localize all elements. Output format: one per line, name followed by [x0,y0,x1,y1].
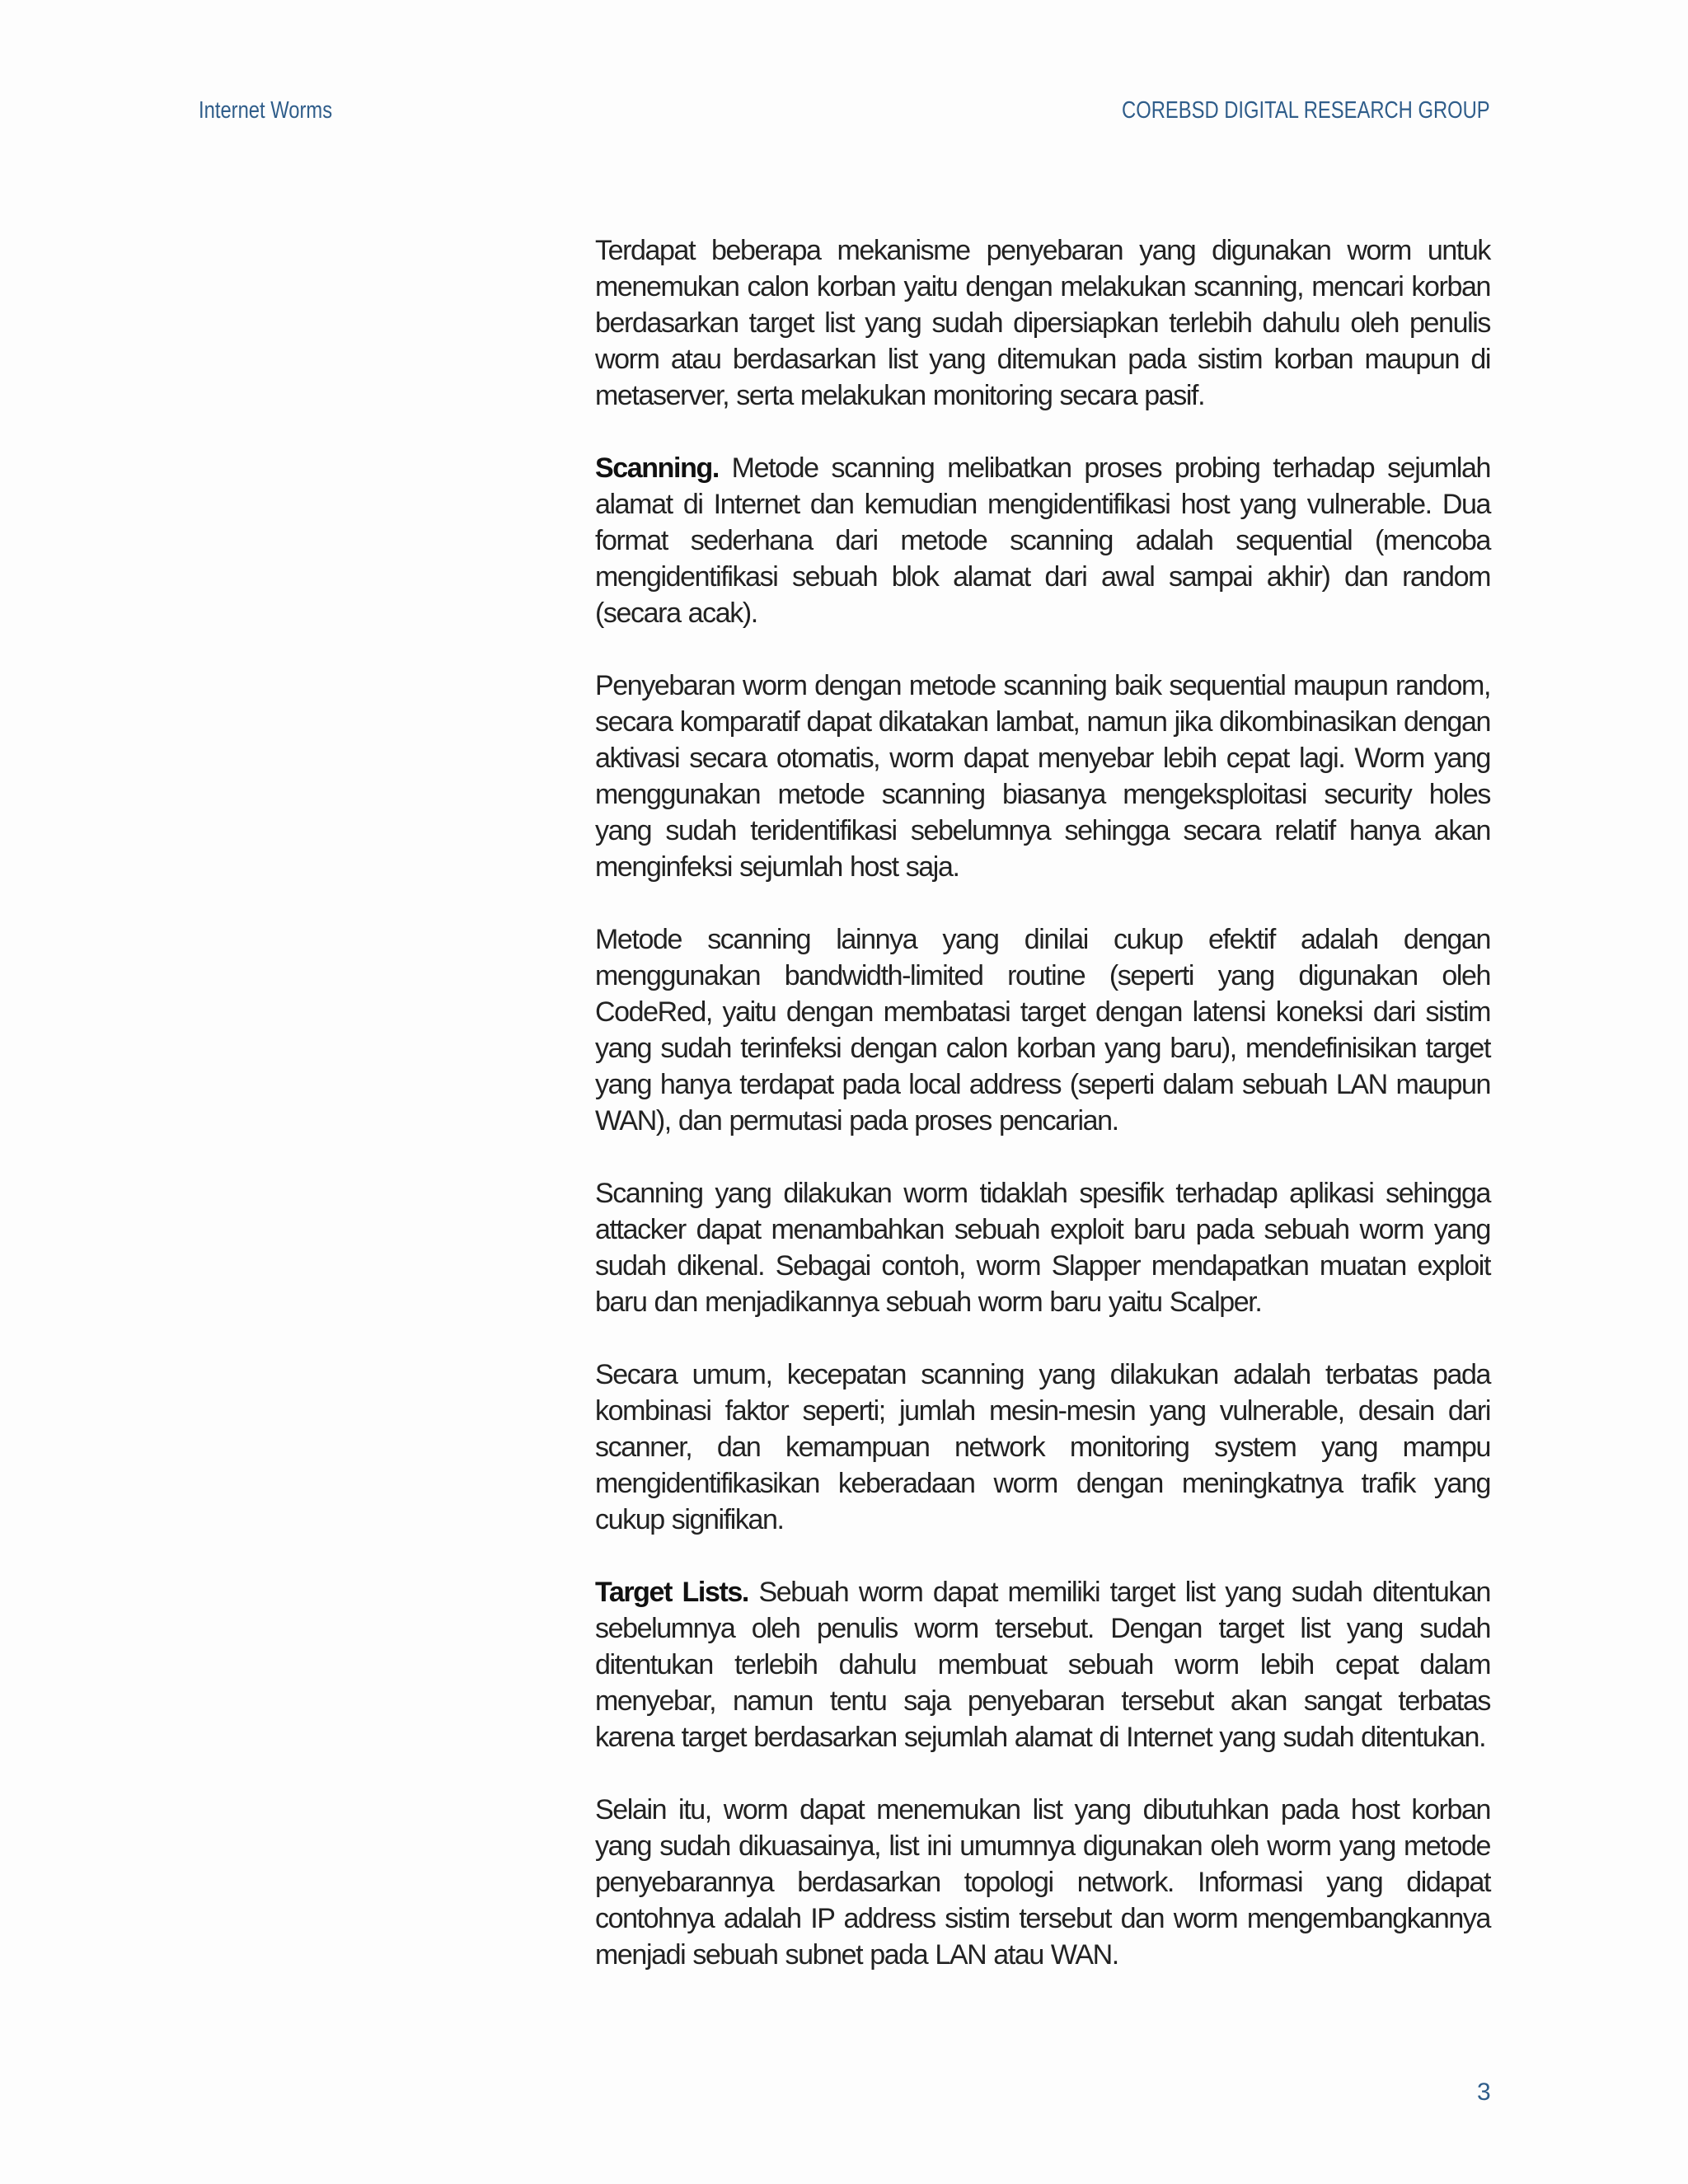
paragraph-intro [595,232,1490,414]
paragraph-scanning-exploit [595,1175,1490,1320]
paragraph-scanning-methods-text: Metode scanning lainnya yang dinilai cukup efektif adalah dengan menggunakan bandwidth-limited routine (seperti yang digunakan oleh CodeRed, yaitu dengan membatasi target dengan latensi koneksi dari sistim yang sudah terinfeksi dengan calon korban yang baru), mendefinisikan target yang hanya terdapat pada local address (seperti dalam sebuah LAN maupun WAN), dan permutasi pada proses pencarian. [595,924,1490,1137]
paragraph-host-lists-text: Selain itu, worm dapat menemukan list yang dibutuhkan pada host korban yang sudah dikuasainya, list ini umumnya digunakan oleh worm yang metode penyebarannya berdasarkan topologi network. Informasi yang didapat contohnya adalah IP address sistim tersebut dan worm mengembangkannya menjadi sebuah subnet pada LAN atau WAN. [595,1794,1490,1971]
paragraph-scanning-speed [595,668,1490,885]
paragraph-target-lists [595,1574,1490,1755]
running-header-title: Internet Worms [199,97,333,124]
paragraph-scanning-exploit-text: Scanning yang dilakukan worm tidaklah spesifik terhadap aplikasi sehingga attacker dapat menambahkan sebuah exploit baru pada sebuah worm yang sudah dikenal. Sebagai contoh, worm Slapper mendapatkan muatan exploit baru dan menjadikannya sebuah worm baru yaitu Scalper. [595,1178,1490,1318]
body-text [595,232,1490,2009]
paragraph-scanning-lead: Scanning. [595,452,719,484]
paragraph-target-lists-lead: Target Lists. [595,1577,748,1608]
paragraph-scanning [595,450,1490,631]
paragraph-intro-text: Terdapat beberapa mekanisme penyebaran yang digunakan worm untuk menemukan calon korban yaitu dengan melakukan scanning, mencari korban berdasarkan target list yang sudah dipersiapkan terlebih dahulu oleh penulis worm atau berdasarkan list yang ditemukan pada sistim korban maupun di metaserver, serta melakukan monitoring secara pasif. [595,235,1490,411]
paragraph-scanning-speed-text: Penyebaran worm dengan metode scanning baik sequential maupun random, secara komparatif dapat dikatakan lambat, namun jika dikombinasikan dengan aktivasi secara otomatis, worm dapat menyebar lebih cepat lagi. Worm yang menggunakan metode scanning biasanya mengeksploitasi security holes yang sudah teridentifikasi sebelumnya sehingga secara relatif hanya akan menginfeksi sejumlah host saja. [595,670,1490,883]
page-number: 3 [1477,2079,1491,2106]
paragraph-host-lists [595,1792,1490,1973]
running-header-organization: COREBSD DIGITAL RESEARCH GROUP [1122,97,1490,124]
paragraph-scanning-factors-text: Secara umum, kecepatan scanning yang dilakukan adalah terbatas pada kombinasi faktor seperti; jumlah mesin-mesin yang vulnerable, desain dari scanner, dan kemampuan network monitoring system yang mampu mengidentifikasikan keberadaan worm dengan meningkatnya trafik yang cukup signifikan. [595,1359,1490,1535]
paragraph-target-lists-text: Sebuah worm dapat memiliki target list yang sudah ditentukan sebelumnya oleh penulis worm tersebut. Dengan target list yang sudah ditentukan terlebih dahulu membuat sebuah worm lebih cepat dalam menyebar, namun tentu saja penyebaran tersebut akan sangat terbatas karena target berdasarkan sejumlah alamat di Internet yang sudah ditentukan. [595,1577,1490,1753]
paragraph-scanning-factors [595,1357,1490,1538]
paragraph-scanning-methods [595,921,1490,1139]
paragraph-scanning-text: Metode scanning melibatkan proses probing terhadap sejumlah alamat di Internet dan kemudian mengidentifikasi host yang vulnerable. Dua format sederhana dari metode scanning adalah sequential (mencoba mengidentifikasi sebuah blok alamat dari awal sampai akhir) dan random (secara acak). [595,452,1490,629]
